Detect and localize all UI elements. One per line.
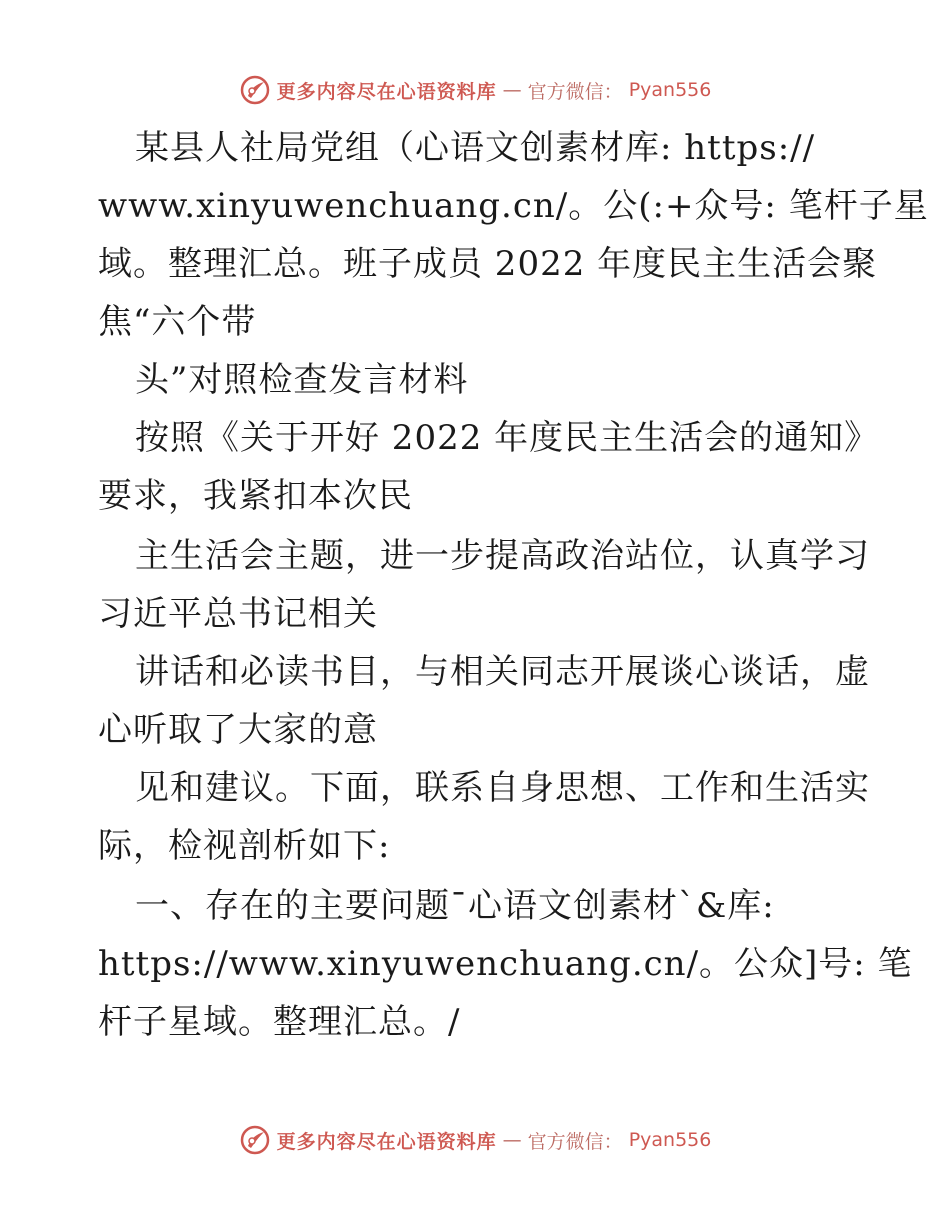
paragraph-line: 际，检视剖析如下: (98, 826, 391, 866)
section-heading-line: https://www.xinyuwenchuang.cn/。公众]号: 笔 (98, 944, 913, 984)
title-line: 某县人社局党组（心语文创素材库: https:// (135, 128, 816, 168)
banner-wechat-label: 官方微信： (527, 1130, 623, 1153)
section-heading-line: 杆子星域。整理汇总。/ (98, 1002, 461, 1042)
banner-title: 更多内容尽在心语资料库 (276, 80, 497, 103)
paragraph-line: 讲话和必读书目，与相关同志开展谈心谈话，虚 (135, 652, 870, 692)
title-line: www.xinyuwenchuang.cn/。公(:+众号: 笔杆子星 (98, 186, 929, 226)
paragraph-line: 要求，我紧扣本次民 (98, 476, 413, 516)
paragraph-line: 按照《关于开好 2022 年度民主生活会的通知》 (135, 418, 880, 458)
paragraph-line: 习近平总书记相关 (98, 594, 378, 634)
banner-content (239, 1124, 712, 1156)
banner-title: 更多内容尽在心语资料库 (276, 1130, 497, 1153)
title-line: 域。整理汇总。班子成员 2022 年度民主生活会聚 (98, 244, 878, 284)
logo-icon (239, 1124, 271, 1156)
paragraph-line: 见和建议。下面，联系自身思想、工作和生活实 (135, 768, 870, 808)
banner-separator: — (502, 79, 522, 101)
paragraph-line: 心听取了大家的意 (98, 710, 378, 750)
banner-wechat-label: 官方微信： (527, 80, 623, 103)
footer-banner (0, 1120, 950, 1160)
paragraph-line: 主生活会主题，进一步提高政治站位，认真学习 (135, 536, 870, 576)
banner-wechat-id: Pyan556 (628, 1129, 712, 1151)
title-line: 头”对照检查发言材料 (135, 360, 469, 400)
logo-icon (239, 74, 271, 106)
header-banner (0, 70, 950, 110)
banner-content (239, 74, 712, 106)
title-line: 焦“六个带 (98, 302, 257, 342)
banner-wechat-id: Pyan556 (628, 79, 712, 101)
section-heading-line: 一、存在的主要问题¯心语文创素材`&库: (135, 886, 775, 926)
banner-separator: — (502, 1129, 522, 1151)
